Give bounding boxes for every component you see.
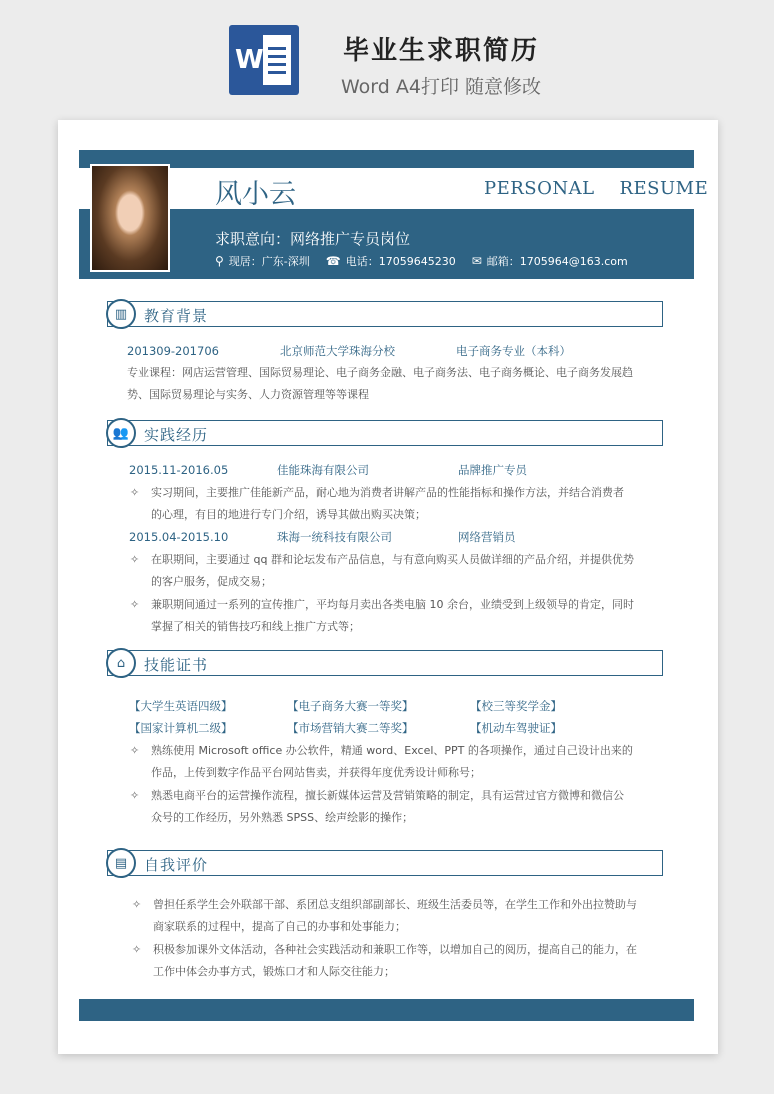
job2-desc2-line2: 掌握了相关的销售技巧和线上推广方式等； <box>151 620 360 633</box>
skill1-line2: 作品，上传到数字作品平台网站售卖，并获得年度优秀设计师称号； <box>151 766 481 779</box>
bullet-icon: ✧ <box>130 486 140 499</box>
section-title: 技能证书 <box>144 656 209 674</box>
cert-item: 【校三等奖学金】 <box>470 699 562 713</box>
cert-item: 【大学生英语四级】 <box>129 699 233 713</box>
job1-desc-line2: 的心理，有目的地进行专门介绍，诱导其做出购买决策； <box>151 508 426 521</box>
people-icon: 👥 <box>106 418 136 448</box>
banner-subtitle: Word A4打印 随意修改 <box>340 76 541 98</box>
self2-line1: 积极参加课外文体活动，各种社会实践活动和兼职工作等，以增加自己的阅历，提高自己的能力，在 <box>153 943 637 956</box>
job1-date: 2015.11-2016.05 <box>129 463 229 477</box>
skill1-line1: 熟练使用 Microsoft office 办公软件，精通 word、Excel、PPT 的各项操作，通过自己设计出来的 <box>151 744 633 757</box>
job2-desc1-line1: 在职期间，主要通过 qq 群和论坛发布产品信息，与有意向购买人员做详细的产品介绍，并提供优势 <box>151 553 634 566</box>
job2-role: 网络营销员 <box>458 530 516 544</box>
job2-date: 2015.04-2015.10 <box>129 530 229 544</box>
edu-date: 201309-201706 <box>127 344 219 358</box>
self1-line1: 曾担任系学生会外联部干部、系团总支组织部副部长、班级生活委员等，在学生工作和外出拉赞助与 <box>153 898 637 911</box>
job2-desc2-line1: 兼职期间通过一系列的宣传推广，平均每月卖出各类电脑 10 余台，业绩受到上级领导的肯定，同时 <box>151 598 634 611</box>
resume-page <box>58 120 718 1054</box>
self1-line2: 商家联系的过程中，提高了自己的办事和处事能力； <box>153 920 406 933</box>
edu-courses-line2: 势、国际贸易理论与实务、人力资源管理等等课程 <box>127 388 369 401</box>
section-education <box>107 301 663 327</box>
job-intent: 求职意向：网络推广专员岗位 <box>215 230 411 248</box>
job1-desc-line1: 实习期间，主要推广佳能新产品，耐心地为消费者讲解产品的性能指标和操作方法，并结合消费者 <box>151 486 624 499</box>
edu-major: 电子商务专业（本科） <box>456 344 571 358</box>
phone-text: 电话：17059645230 <box>345 255 456 268</box>
cert-item: 【市场营销大赛二等奖】 <box>287 721 414 735</box>
word-logo-icon <box>229 25 299 95</box>
email-icon: ✉ <box>471 254 482 268</box>
section-skills <box>107 650 663 676</box>
section-title: 自我评价 <box>144 856 209 874</box>
book-icon: ▥ <box>106 299 136 329</box>
footer-bar <box>79 999 694 1021</box>
banner-title: 毕业生求职简历 <box>342 36 539 66</box>
profile-photo <box>90 164 170 272</box>
personal-resume-label: PERSONAL RESUME <box>484 178 709 199</box>
cert-item: 【机动车驾驶证】 <box>470 721 562 735</box>
bullet-icon: ✧ <box>130 744 140 757</box>
cert-item: 【电子商务大赛一等奖】 <box>287 699 414 713</box>
bullet-icon: ✧ <box>130 553 140 566</box>
bullet-icon: ✧ <box>130 598 140 611</box>
section-title: 教育背景 <box>144 307 209 325</box>
job2-desc1-line2: 的客户服务，促成交易； <box>151 575 272 588</box>
section-self-evaluation <box>107 850 663 876</box>
word-logo-letter: W <box>235 45 264 75</box>
clipboard-icon: ▤ <box>106 848 136 878</box>
section-title: 实践经历 <box>144 426 209 444</box>
contact-line <box>215 253 628 269</box>
skill2-line1: 熟悉电商平台的运营操作流程，擅长新媒体运营及营销策略的制定，具有运营过官方微博和微信公 <box>151 789 624 802</box>
location-text: 现居：广东-深圳 <box>228 255 310 268</box>
location-pin-icon: ⚲ <box>215 254 224 268</box>
bullet-icon: ✧ <box>130 789 140 802</box>
skill2-line2: 众号的工作经历，另外熟悉 SPSS、绘声绘影的操作； <box>151 811 414 824</box>
phone-icon: ☎ <box>325 254 341 268</box>
email-text: 邮箱：1705964@163.com <box>486 255 628 268</box>
edu-school: 北京师范大学珠海分校 <box>280 344 395 358</box>
house-icon: ⌂ <box>106 648 136 678</box>
job1-role: 品牌推广专员 <box>458 463 527 477</box>
top-banner <box>0 0 774 118</box>
cert-item: 【国家计算机二级】 <box>129 721 233 735</box>
self2-line2: 工作中体会办事方式，锻炼口才和人际交往能力； <box>153 965 395 978</box>
job1-company: 佳能珠海有限公司 <box>277 463 369 477</box>
bullet-icon: ✧ <box>132 898 142 911</box>
candidate-name: 风小云 <box>215 179 296 210</box>
bullet-icon: ✧ <box>132 943 142 956</box>
header-top-bar <box>79 150 694 168</box>
job2-company: 珠海一统科技有限公司 <box>277 530 392 544</box>
section-practice <box>107 420 663 446</box>
edu-courses-line1: 专业课程：网店运营管理、国际贸易理论、电子商务金融、电子商务法、电子商务概论、电子商务发展趋 <box>127 366 633 379</box>
